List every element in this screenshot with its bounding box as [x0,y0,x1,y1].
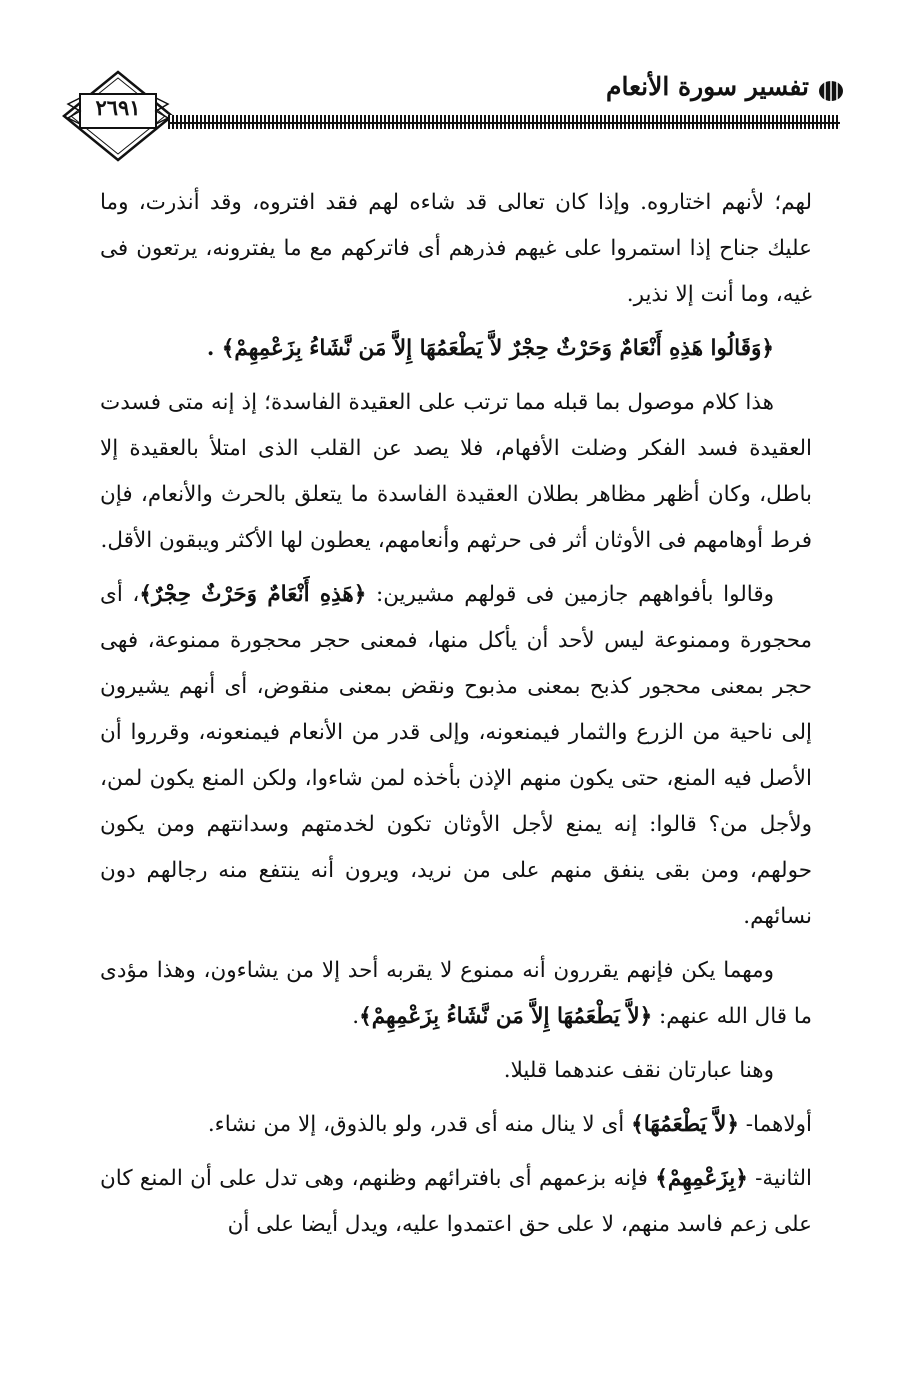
paragraph-text: وقالوا بأفواههم جازمين فى قولهم مشيرين: [366,582,774,607]
quran-quote: ﴿لاَّ يَطْعَمُهَا إِلاَّ مَن نَّشَاءُ بِزَعْمِهِمْ﴾ [359,1004,653,1029]
page-number-badge [60,68,176,164]
paragraph: هذا كلام موصول بما قبله مما ترتب على العقيدة الفاسدة؛ إذ إنه متى فسدت العقيدة فسد الفكر وضلت الأفهام، فلا يصد عن القلب الذى امتلأ بالعقيدة إلا باطل، وكان أظهر مظاهر بطلان العقيدة الفاسدة ما يتعلق بالحرث والأنعام، فإن فرط أوهامهم فى الأوثان أثر فى حرثهم وأنعامهم، يعطون لها الأكثر ويبقون الأقل. [100,390,812,553]
paragraph [100,948,812,1040]
page-header [0,0,913,170]
paragraph-text: الثانية- [747,1166,812,1191]
quran-quote: ﴿لاَّ يَطْعَمُهَا﴾ [631,1112,739,1137]
quran-verse: ﴿وَقَالُوا هَذِهِ أَنْعَامٌ وَحَرْثٌ حِجْرٌ لاَّ يَطْعَمُهَا إِلاَّ مَن نَّشَاءُ بِزَعْمِهِمْ﴾ . [206,336,774,361]
paragraph-text: أى لا ينال منه أى قدر، ولو بالذوق، إلا من نشاء. [207,1112,632,1137]
paragraph-text: أولاهما- [738,1112,812,1137]
paragraph: وهنا عبارتان نقف عندهما قليلا. [503,1058,774,1083]
paragraph-text: ومهما يكن فإنهم يقررون أنه ممنوع لا يقربه أحد إلا من يشاءون، وهذا مؤدى ما قال الله عنهم: [100,958,812,1029]
quran-quote: ﴿بِزَعْمِهِمْ﴾ [655,1166,748,1191]
paragraph [100,1102,812,1148]
header-rule-line [168,122,840,124]
paragraph: لهم؛ لأنهم اختاروه. وإذا كان تعالى قد شاءه لهم فقد افتروه، وقد أنذرت، وما عليك جناح إذا استمروا على غيهم فذرهم أى فاتركهم مع ما يفترونه، يرتعون فى غيه، وما أنت إلا نذير. [100,190,812,307]
paragraph [100,572,812,940]
paragraph-text: . [352,1004,360,1029]
page-body [100,180,812,1256]
page-number: ٢٦٩١ [95,95,141,120]
ornament-icon [818,78,844,104]
quran-quote: ﴿هَذِهِ أَنْعَامٌ وَحَرْثٌ حِجْرٌ﴾ [139,582,367,607]
paragraph [100,1156,812,1248]
running-title: تفسير سورة الأنعام [605,72,809,101]
paragraph-text: ، أى محجورة وممنوعة ليس لأحد أن يأكل منها، فمعنى حجر محجورة ممنوعة، فهى حجر بمعنى محجور كذبح بمعنى مذبوح ونقض بمعنى منقوض، أى أنهم يشيرون إلى ناحية من الزرع والثمار فيمنعونه، وإلى قدر من الأنعام فيمنعونه، وقرروا أن الأصل فيه المنع، حتى يكون منهم الإذن بأخذه لمن شاءوا، ولكن المنع يكون لمن، ولأجل من؟ قالوا: إنه يمنع لأجل الأوثان تكون لخدمتهم وسدانتهم ومن يكون حولهم، ومن بقى ينفق منهم على من نريد، ويرون أنه ينتفع منه رجالهم دون نسائهم. [100,582,812,929]
paragraph-text: فإنه بزعمهم أى بافترائهم وظنهم، وهى تدل على أن المنع كان على زعم فاسد منهم، لا على حق اعتمدوا عليه، ويدل أيضا على أن [100,1166,812,1237]
